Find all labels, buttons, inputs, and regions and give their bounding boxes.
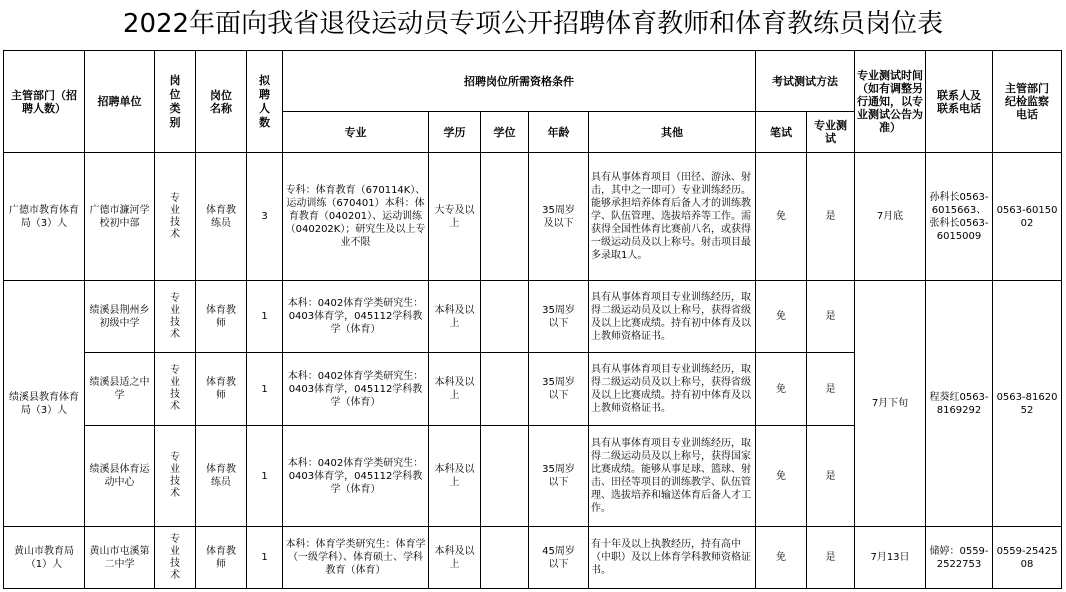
cell-post-name: 体育教练员 [196,426,247,527]
cell-discipline: 0563-8162052 [993,281,1062,527]
header-discipline: 主管部门纪检监察电话 [993,51,1062,153]
cell-contact: 孙科长0563-6015663、张科长0563-6015009 [926,153,993,281]
cell-major: 本科：体育学类研究生：体育学（一级学科）、体育硕士、学科教育（体育） [283,527,429,589]
header-contact: 联系人及联系电话 [926,51,993,153]
cell-other: 有十年及以上执教经历，持有高中（中职）及以上体育学科教师资格证书。 [589,527,756,589]
cell-count: 1 [247,527,283,589]
cell-post-type: 专业技术 [170,365,180,412]
cell-other: 具有从事体育项目专业训练经历，取得二级运动员及以上称号，获得省级及以上比赛成绩。持有初中体育及以上教师资格证书。 [589,353,756,426]
cell-age: 35周岁及以下 [529,153,589,281]
cell-other: 具有从事体育项目（田径、游泳、射击，其中之一即可）专业训练经历。能够承担培养体育后备人才的训练教学、队伍管理、选拔培养等工作。需获得全国性体育比赛前八名，或获得一级运动员及以上称号。射击项目最多录取1人。 [589,153,756,281]
cell-written: 免 [756,353,807,426]
cell-unit: 广德市濂河学校初中部 [85,153,155,281]
cell-major: 本科：0402体育学类研究生：0403体育学，045112学科教学（体育） [283,426,429,527]
cell-major: 专科：体育教育（670114K）、运动训练（670401）本科：体育教育（040201）、运动训练（040202K）；研究生及以上专业不限 [283,153,429,281]
cell-post-type: 专业技术 [170,192,180,240]
cell-count: 3 [247,153,283,281]
table-row [4,527,1062,589]
cell-post-name: 体育教师 [196,527,247,589]
cell-pro-test: 是 [807,426,855,527]
table-row [4,281,1062,353]
cell-discipline: 0559-2542508 [993,527,1062,589]
cell-written: 免 [756,281,807,353]
cell-post-type: 专业技术 [170,292,180,340]
cell-post-type: 专业技术 [170,452,180,499]
header-test-time: 专业测试时间（如有调整另行通知，以专业测试公告为准） [855,51,926,153]
cell-written: 免 [756,153,807,281]
cell-post-name: 体育教师 [196,353,247,426]
cell-education: 大专及以上 [429,153,481,281]
cell-major: 本科：0402体育学类研究生：0403体育学，045112学科教学（体育） [283,281,429,353]
cell-written: 免 [756,527,807,589]
cell-degree [481,527,529,589]
header-unit: 招聘单位 [85,51,155,153]
cell-other: 具有从事体育项目专业训练经历，取得二级运动员及以上称号，获得省级及以上比赛成绩。持有初中体育及以上教师资格证书。 [589,281,756,353]
cell-age: 35周岁以下 [529,281,589,353]
header-pro-test: 专业测试 [807,112,855,153]
cell-discipline: 0563-6015002 [993,153,1062,281]
header-dept: 主管部门（招聘人数） [4,51,85,153]
cell-degree [481,281,529,353]
header-written: 笔试 [756,112,807,153]
cell-pro-test: 是 [807,281,855,353]
cell-test-time: 7月下旬 [855,281,926,527]
header-education: 学历 [429,112,481,153]
cell-unit: 绩溪县体育运动中心 [85,426,155,527]
cell-contact: 程葵红0563-8169292 [926,281,993,527]
cell-degree [481,153,529,281]
cell-dept: 绩溪县教育体育局（3）人 [4,281,85,527]
header-degree: 学位 [481,112,529,153]
header-age: 年龄 [529,112,589,153]
cell-age: 35周岁以下 [529,426,589,527]
cell-test-time: 7月13日 [855,527,926,589]
cell-unit: 绩溪县荆州乡初级中学 [85,281,155,353]
header-qualifications: 招聘岗位所需资格条件 [283,51,756,112]
table-row [4,153,1062,281]
cell-pro-test: 是 [807,153,855,281]
cell-post-name: 体育教师 [196,281,247,353]
cell-age: 35周岁以下 [529,353,589,426]
header-count: 拟聘人数 [259,73,270,129]
header-major: 专业 [283,112,429,153]
page-title: 2022年面向我省退役运动员专项公开招聘体育教师和体育教练员岗位表 [122,9,944,39]
cell-education: 本科及以上 [429,353,481,426]
cell-other: 具有从事体育项目专业训练经历，取得二级运动员及以上称号，获得国家比赛成绩。能够从事足球、篮球、射击、田径等项目的训练教学、队伍管理、选拔培养和输送体育后备人才工作。 [589,426,756,527]
cell-education: 本科及以上 [429,426,481,527]
cell-count: 1 [247,281,283,353]
cell-degree [481,353,529,426]
position-table [3,50,1062,589]
cell-unit: 黄山市屯溪第二中学 [85,527,155,589]
cell-contact: 储婷：0559-2522753 [926,527,993,589]
cell-count: 1 [247,353,283,426]
header-exam-method: 考试测试方法 [756,51,855,112]
cell-pro-test: 是 [807,353,855,426]
cell-post-type: 专业技术 [170,533,180,581]
cell-test-time: 7月底 [855,153,926,281]
cell-dept: 黄山市教育局（1）人 [4,527,85,589]
cell-unit: 绩溪县适之中学 [85,353,155,426]
cell-major: 本科：0402体育学类研究生：0403体育学，045112学科教学（体育） [283,353,429,426]
header-post-name: 岗位名称 [196,51,247,153]
cell-written: 免 [756,426,807,527]
header-post-type: 岗位类别 [169,73,181,129]
cell-count: 1 [247,426,283,527]
cell-education: 本科及以上 [429,527,481,589]
cell-post-name: 体育教练员 [196,153,247,281]
cell-degree [481,426,529,527]
cell-dept: 广德市教育体育局（3）人 [4,153,85,281]
header-other: 其他 [589,112,756,153]
cell-education: 本科及以上 [429,281,481,353]
cell-age: 45周岁以下 [529,527,589,589]
cell-pro-test: 是 [807,527,855,589]
